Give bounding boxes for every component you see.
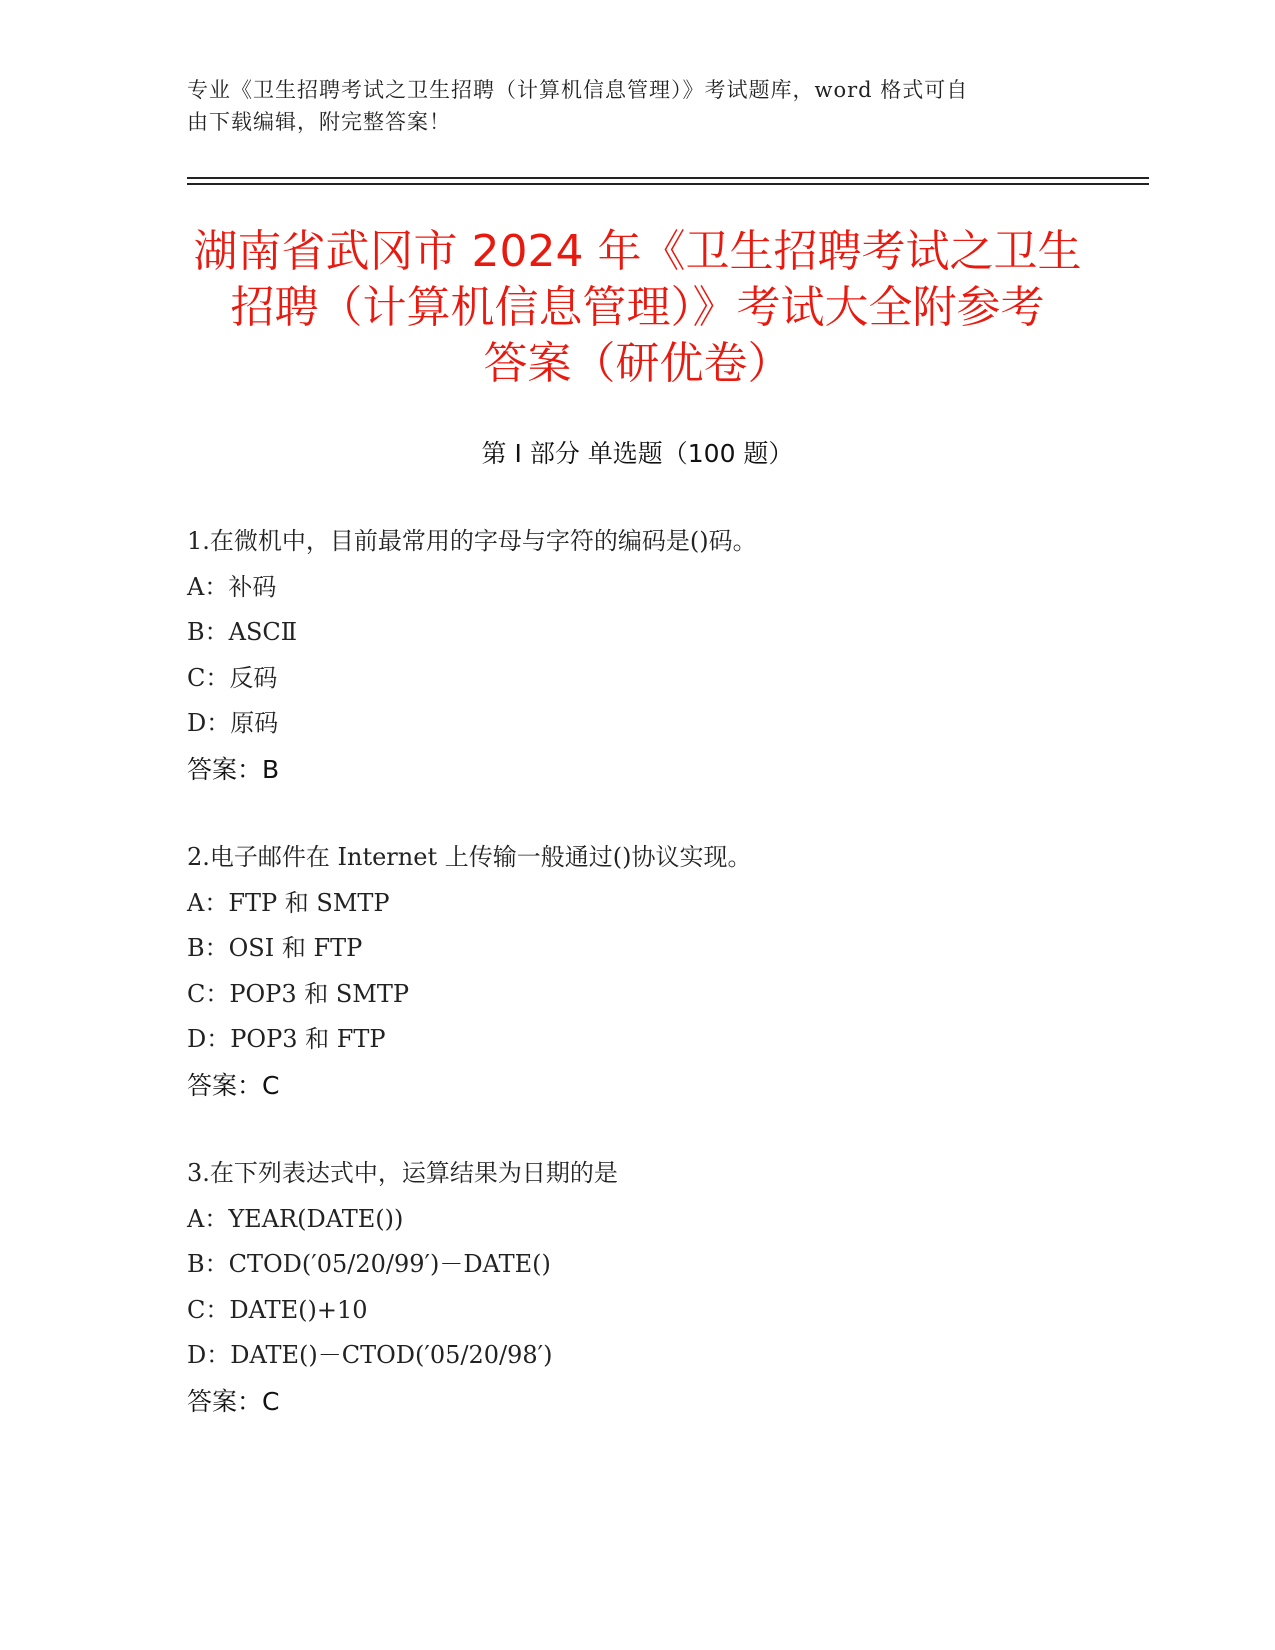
document-title-line-2: 招聘（计算机信息管理）》考试大全附参考 (230, 282, 1045, 333)
header-divider-bottom (187, 183, 1149, 185)
option-c: C：DATE()+10 (187, 1295, 368, 1324)
option-d: D：原码 (187, 709, 279, 737)
question-1 (187, 519, 1087, 792)
option-c: C：POP3 和 SMTP (187, 979, 410, 1008)
answer: 答案：C (187, 1386, 280, 1416)
question-text: 3.在下列表达式中，运算结果为日期的是 (187, 1159, 618, 1187)
answer: 答案：C (187, 1070, 280, 1100)
document-title-line-3: 答案（研优卷） (483, 338, 792, 389)
option-c: C：反码 (187, 663, 278, 692)
option-a: A：YEAR(DATE()) (187, 1204, 404, 1233)
option-d: D：DATE()－CTOD(′05/20/98′) (187, 1341, 553, 1369)
header-note-line-2: 由下载编辑，附完整答案！ (187, 110, 451, 134)
option-b: B：ASCⅡ (187, 618, 298, 646)
section-title: 第 I 部分 单选题（100 题） (481, 439, 794, 468)
header-note-line-1: 专业《卫生招聘考试之卫生招聘（计算机信息管理）》考试题库，word 格式可自 (187, 78, 969, 102)
header-note (187, 74, 1087, 138)
question-text: 1.在微机中，目前最常用的字母与字符的编码是()码。 (187, 527, 757, 555)
option-d: D：POP3 和 FTP (187, 1025, 386, 1053)
question-3 (187, 1151, 1087, 1424)
document-title (150, 224, 1125, 392)
option-b: B：CTOD(′05/20/99′)－DATE() (187, 1250, 551, 1278)
question-2 (187, 835, 1087, 1108)
option-a: A：FTP 和 SMTP (187, 888, 390, 917)
header-divider-top (187, 177, 1149, 179)
answer: 答案：B (187, 754, 280, 784)
option-a: A：补码 (187, 572, 277, 601)
question-text: 2.电子邮件在 Internet 上传输一般通过()协议实现。 (187, 843, 752, 871)
document-title-line-1: 湖南省武冈市 2024 年《卫生招聘考试之卫生 (193, 226, 1082, 277)
option-b: B：OSI 和 FTP (187, 934, 363, 962)
